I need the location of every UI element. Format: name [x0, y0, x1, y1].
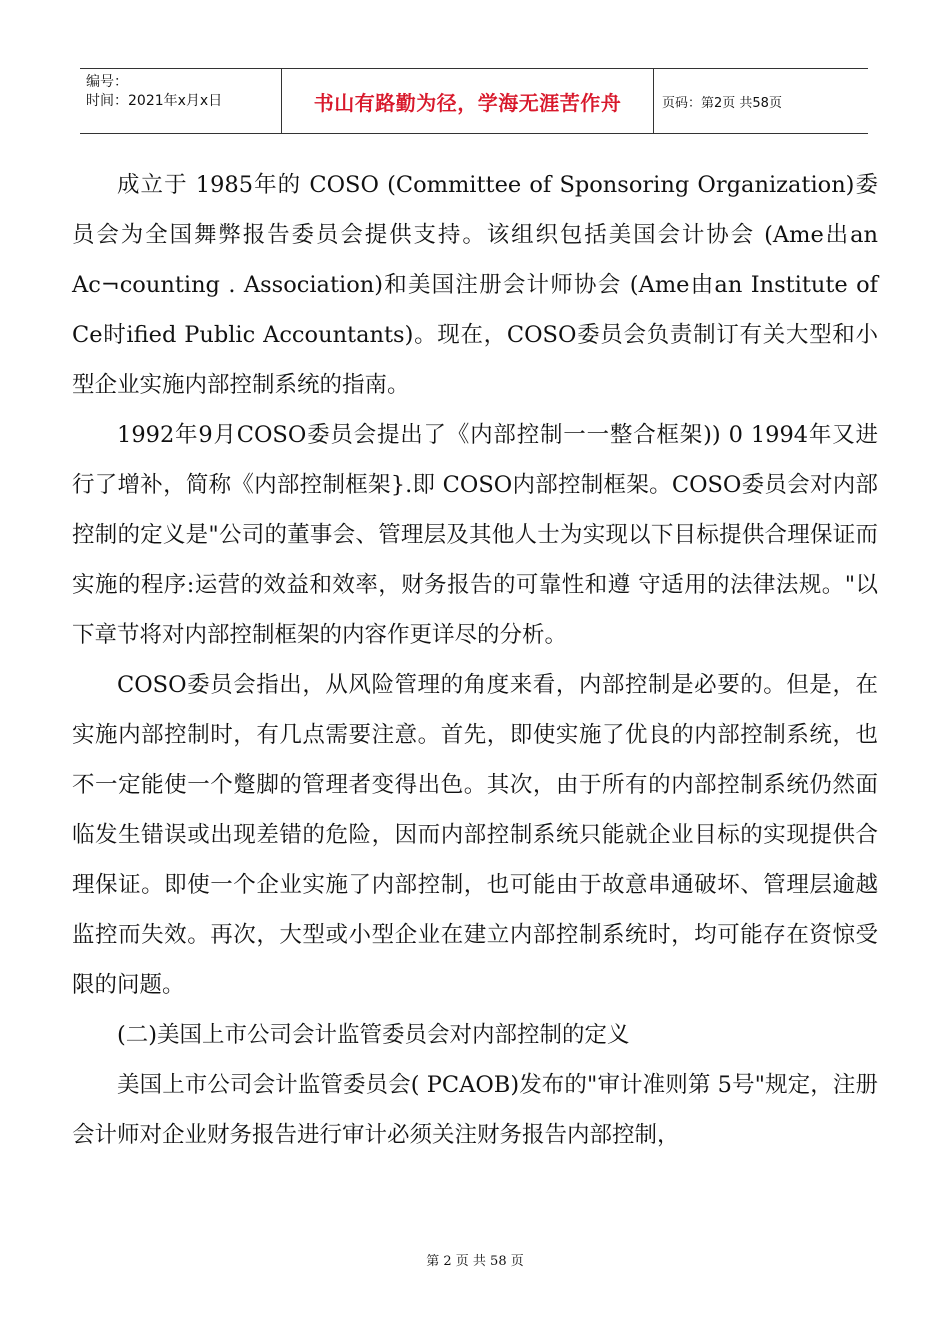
section-heading-pcaob: (二)美国上市公司会计监管委员会对内部控制的定义 [117, 1022, 630, 1048]
paragraph-coso-limitations: COSO委员会指出，从风险管理的角度来看，内部控制是必要的。但是，在实施内部控制时，有几点需要注意。首先，即使实施了优良的内部控制系统，也不一定能使一个蹩脚的管理者变得出色。其次，由于所有的内部控制系统仍然面临发生错误或出现差错的危险，因而内部控制系统只能就企业目标的实现提供合理保证。即使一个企业实施了内部控制，也可能由于故意串通破坏、管理层逾越监控而失效。再次，大型或小型企业在建立内部控制系统时，均可能存在资惊受限的问题。 [72, 672, 878, 998]
document-body [72, 160, 878, 1160]
header-page-info: 页码：第2页 共58页 [662, 95, 782, 111]
page-header [80, 68, 868, 134]
paragraph-coso-founding: 成立于 1985年的 COSO (Committee of Sponsoring Organization)委员会为全国舞弊报告委员会提供支持。该组织包括美国会计协会 (Ame出an Ac¬counting . Association)和美国注册会计师协会 (Ame由an Institute of Ce时ified Public Accountants)。现在，COSO委员会负责制订有关大型和小型企业实施内部控制系统的指南。 [72, 172, 878, 398]
document-date: 时间：2021年x月x日 [86, 93, 223, 109]
page-footer: 第 2 页 共 58 页 [426, 1254, 524, 1269]
paragraph-pcaob-standard: 美国上市公司会计监管委员会( PCAOB)发布的"审计准则第 5号"规定，注册会计师对企业财务报告进行审计必须关注财务报告内部控制， [72, 1072, 878, 1148]
document-number: 编号： [86, 74, 128, 90]
header-motto: 书山有路勤为径，学海无涯苦作舟 [282, 69, 654, 133]
header-meta [80, 69, 282, 133]
paragraph-coso-framework: 1992年9月COSO委员会提出了《内部控制一一整合框架)) 0 1994年又进行了增补，简称《内部控制框架}.即 COSO内部控制框架。COSO委员会对内部控制的定义是"公司的董事会、管理层及其他人士为实现以下目标提供合理保证而实施的程序:运营的效益和效率，财务报告的可靠性和遵 守适用的法律法规。"以下章节将对内部控制框架的内容作更详尽的分析。 [72, 422, 878, 648]
